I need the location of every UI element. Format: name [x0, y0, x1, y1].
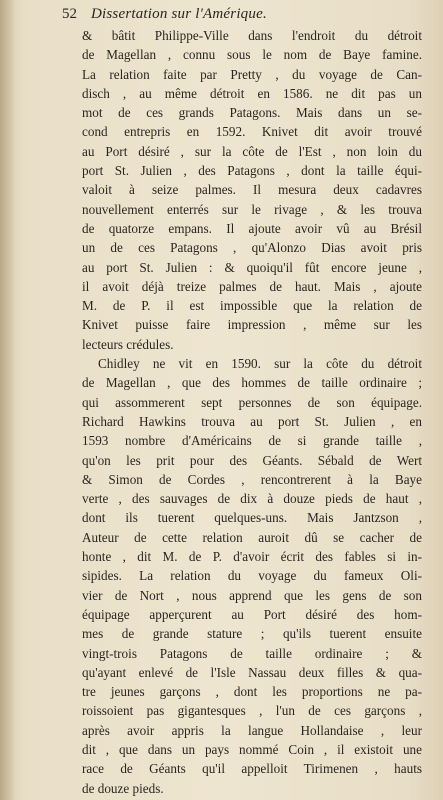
text-line: qui assommerent sept personnes de son équipage.	[82, 394, 422, 410]
text-line: qu'on les prit pour des Géants. Sébald de Wert	[82, 452, 422, 468]
text-line: tre jeunes garçons , dont les proportions ne pa-	[82, 684, 422, 700]
text-line: Knivet puisse faire impression , même sur les	[82, 317, 422, 333]
page-gutter	[0, 0, 14, 800]
text-line: mot de ces grands Patagons. Mais dans un se-	[82, 105, 422, 121]
text-line: un de ces Patagons , qu'Alonzo Dias avoit pris	[82, 240, 422, 256]
text-line: de quatorze empans. Il ajoute avoir vû au Brésil	[82, 220, 422, 236]
text-line: port St. Julien , des Patagons , dont la taille équi-	[82, 163, 422, 179]
text-line: Chidley ne vit en 1590. sur la côte du détroit	[98, 356, 422, 372]
text-line: au Port désiré , sur la côte de l'Est , non loin du	[82, 143, 422, 159]
text-line: roissoient pas gigantesques , l'un de ces garçons ,	[82, 703, 422, 719]
page-number: 52	[62, 6, 77, 22]
text-line: il avoit déjà treize palmes de haut. Mais , ajoute	[82, 278, 422, 294]
body-text	[82, 26, 422, 798]
text-line: dit , que dans un pays nommé Coin , il existoit une	[82, 741, 422, 757]
text-line: de Magellan , connu sous le nom de Baye famine.	[82, 47, 422, 63]
page-header	[62, 6, 423, 23]
text-line: nouvellement enterrés sur le rivage , & les trouva	[82, 201, 422, 217]
text-line: après avoir appris la langue Hollandaise , leur	[82, 722, 422, 738]
text-line: Richard Hawkins trouva au port St. Julien , en	[82, 413, 422, 429]
text-line: La relation faite par Pretty , du voyage de Can-	[82, 66, 422, 82]
text-line: cond entrepris en 1592. Knivet dit avoir trouvé	[82, 124, 422, 140]
text-line: 1593 nombre d'Américains de si grande taille ,	[82, 433, 422, 449]
text-line: honte , dit M. de P. d'avoir écrit des fables si in-	[82, 549, 422, 565]
text-line: qu'ayant enlevé de l'Isle Nassau deux filles & qua-	[82, 664, 422, 680]
text-line: verte , des sauvages de dix à douze pieds de haut ,	[82, 491, 422, 507]
text-line: M. de P. il est impossible que la relation de	[82, 298, 422, 314]
paragraph	[82, 26, 422, 354]
text-line: sipides. La relation du voyage du fameux Oli-	[82, 568, 422, 584]
text-line: disch , au même détroit en 1586. ne dit pas un	[82, 85, 422, 101]
text-line: vier de Nort , nous apprend que les gens de son	[82, 587, 422, 603]
text-line: Auteur de cette relation auroit dû se cacher de	[82, 529, 422, 545]
text-line: mes de grande stature ; qu'ils tuerent ensuite	[82, 626, 422, 642]
text-line: de Magellan , que des hommes de taille ordinaire ;	[82, 375, 422, 391]
text-line: & Simon de Cordes , rencontrerent à la Baye	[82, 471, 422, 487]
text-line: dont ils tuerent quelques-uns. Mais Jantzson ,	[82, 510, 422, 526]
running-title: Dissertation sur l'Amérique.	[91, 6, 267, 22]
text-line: au port St. Julien : & quoiqu'il fût encore jeune ,	[82, 259, 422, 275]
text-line: race de Géants qu'il appelloit Tirimenen , hauts	[82, 761, 422, 777]
paragraph	[82, 354, 422, 798]
text-line: valoit à seize palmes. Il mesura deux cadavres	[82, 182, 422, 198]
text-line: de douze pieds.	[82, 780, 164, 796]
text-line: & bâtit Philippe-Ville dans l'endroit du détroit	[82, 28, 422, 43]
text-line: lecteurs crédules.	[82, 336, 174, 352]
text-line: équipage apperçurent au Port désiré des hom-	[82, 606, 422, 622]
text-line: vingt-trois Patagons de taille ordinaire ; &	[82, 645, 422, 661]
